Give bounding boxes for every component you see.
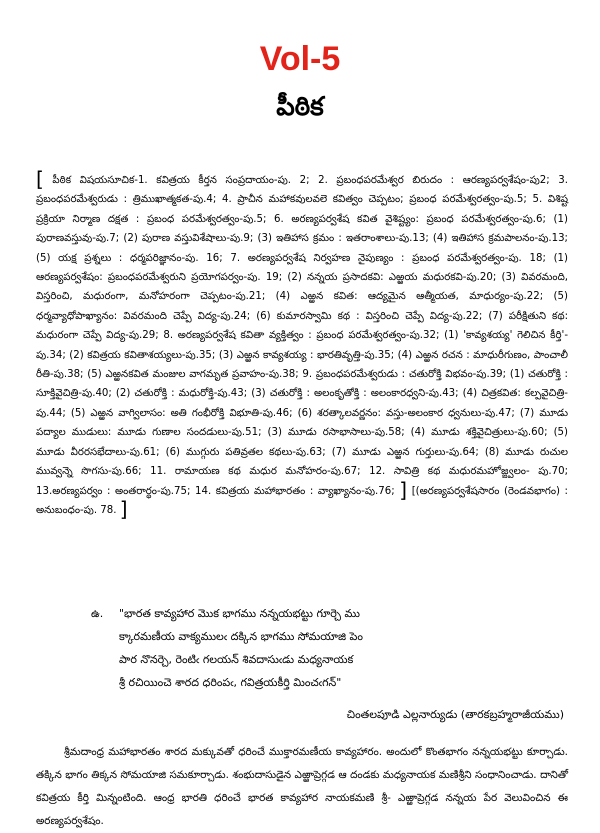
verse-block xyxy=(91,602,561,694)
verse-line: శ్రీ రచియించె శారద ధరింపఁ, గవిత్రయకీర్తి మించఁగన్" xyxy=(119,676,342,689)
verse-attribution: చింతలపూడి ఎల్లనార్యుడు (తారకబ్రహ్మరాజీయము) xyxy=(346,708,564,721)
close-bracket: ] xyxy=(399,477,408,502)
verse-meter-label: ఉ. xyxy=(91,607,104,620)
table-of-contents xyxy=(36,167,568,521)
verse-line: పార నొనర్చె, రెంటిఁ గలయన్ శివదాసుఁడు మధ్యనాయక xyxy=(119,653,354,666)
contents-text: పీఠిక విషయసూచిక-1. కవిత్రయ కీర్తన సంప్రదాయం-పు. 2; 2. ప్రబంధపరమేశ్వర బిరుదం : ఆరణ్యపర్వశేషం-పు2; 3. ప్రబంధపరమేశ్వరుడు : త్రిముఖాత్మకత-పు.4; 4. ప్రాచీన మహాకవులవలె కవిత్వం చెప్పటం; ప్రబంధ పరమేశ్వరత్వం-పు.5; 5. విశిష్ట ప్రక్రియా నిర్మాణ దక్షత : ప్రబంధ పరమేశ్వరత్వం-పు.5; 6. అరణ్యపర్వశేష కవిత వైశిష్ట్యం: ప్రబంధ పరమేశ్వరత్వం-పు.6; (1) పురాణవస్తువు-పు.7; (2) పురాణ వస్తువిశేషాలు-పు.9; (3) ఇతిహాస క్రమం : ఇతరాంశాలు-పు.13; (4) ఇతిహాస క్రమపాలనం-పు.13; (5) యక్ష ప్రశ్నలు : ధర్మపరిజ్ఞానం-పు. 16; 7. అరణ్యపర్వశేష నిర్వహణ నైపుణ్యం : ప్రబంధ పరమేశ్వరత్వం-పు. 18; (1) ఆరణ్యపర్వశేషం: ప్రబంధపరమేశ్వరుని ప్రయోగపర్వం-పు. 19; (2) నన్నయ ప్రసాదకవి: ఎఱ్ఱయ మధురకవి-పు.20; (3) వివరమంది, విస్తరించి, మధురంగా, మనోహరంగా చెప్పటం-పు.21; (4) ఎఱ్ఱన కవిత: ఆద్యమైన ఆత్మీయత, మాధుర్యం-పు.22; (5) ధర్మవ్యాధోపాఖ్యానం: వివరమంది చెప్పే విద్య-పు.24; (6) కుమారస్వామి కథ : విస్తరించి చెప్పే విద్య-పు.22; (7) పరీక్షితుని కథ: మధురంగా చెప్పే విద్య-పు.29; 8. అరణ్యపర్వశేష కవితా వ్యక్తిత్వం : ప్రబంధ పరమేశ్వరత్వం-పు.32; (1) 'కావ్యశయ్య' గెలిచిన కీర్తి'-పు.34; (2) కవిత్రయ కవితాశయ్యలు-పు.35; (3) ఎఱ్ఱన కావ్యశయ్య : భారతివృత్తి-పు.35; (4) ఎఱ్ఱన రచన : మాధురీగుణం, పాంచాలీ రీతి-పు.38; (5) ఎఱ్ఱనకవిత మంజుల వాగమృత ప్రవాహం-పు.38; 9. ప్రబంధపరమేశ్వరుడు : చతురోక్తి విభవం-పు.39; (1) చతురోక్తి : సూక్తివైచిత్రి-పు.40; (2) చతురోక్తి : మధురోక్తి-పు.43; (3) చతురోక్తి : అలంకృతోక్తి : అలంకారధ్వని-పు.43; (4) చిత్రకవిత: కల్పవైచిత్రి-పు.44; (5) ఎఱ్ఱన వాగ్విలాసం: అతి గంభీరోక్తి విభూతి-పు.46; (6) శరత్కాలవర్ణనం: వస్తు-అలంకార ధ్వనులు-పు.47; (7) మూడు పద్యాల ముడులు: మూడు గుణాల సందడులు-పు.51; (3) మూడు రసాభాసాలు-పు.58; (4) మూడు శక్తివైచిత్రులు-పు.60; (5) మూడు వీరరసభేదాలు-పు.61; (6) ముగ్గురు పతివ్రతల కథలు-పు.63; (7) మూడు ఎఱ్ఱన గుర్తులు-పు.64; (8) మూడు రుచుల మువ్వన్నె సొగసు-పు.66; 11. రామాయణ కథ మధుర మనోహరం-పు.67; 12. సావిత్రి కథ మధురమహోజ్జ్వలం- పు.70; 13.అరణ్యపర్వం : అంతరార్థం-పు.75; 14. కవిత్రయ మహాభారతం : వ్యాఖ్యానం-పు.76; xyxy=(36,175,568,497)
volume-label: Vol-5 xyxy=(259,40,341,78)
body-paragraph: శ్రీమదాంధ్ర మహాభారతం శారద మక్కువతో ధరించే ముక్తారమణీయ కావ్యహారం. అందులో కొంతభాగం నన్నయభట్టు కూర్చాడు. తక్కిన భాగం తిక్కన సోమయాజి సమకూర్చాడు. శంభుదాసుడైన ఎఱ్ఱాప్రెగ్గడ ఆ దండకు మధ్యనాయక మణిశ్రీని సంధానించాడు. దానితో కవిత్రయ కీర్తి మిన్నంటింది. ఆంధ్ర భారతి ధరించే భారత కావ్యహార నాయకమణి శ్రీ- ఎఱ్ఱాప్రెగ్గడ నన్నయ పేర వెలువించిన ఈ అరణ్యపర్వశేషం. xyxy=(36,746,568,827)
page-title: పీఠిక xyxy=(276,92,324,122)
close-bracket-appendix: ] xyxy=(119,496,128,521)
open-bracket: [ xyxy=(36,167,44,191)
verse-line: "భారత కావ్యహార మొక భాగము నన్నయభట్టు గూర్చె ము xyxy=(119,607,360,620)
verse-lines xyxy=(119,602,561,694)
verse-line: క్కారమణీయ వాక్యములఁ దక్కిన భాగము సోమయాజి పెం xyxy=(119,630,363,643)
appendix-entry: [(అరణ్యపర్వశేషసారం (రెండవభాగం) : అనుబంధం-పు. 78. xyxy=(36,485,568,516)
